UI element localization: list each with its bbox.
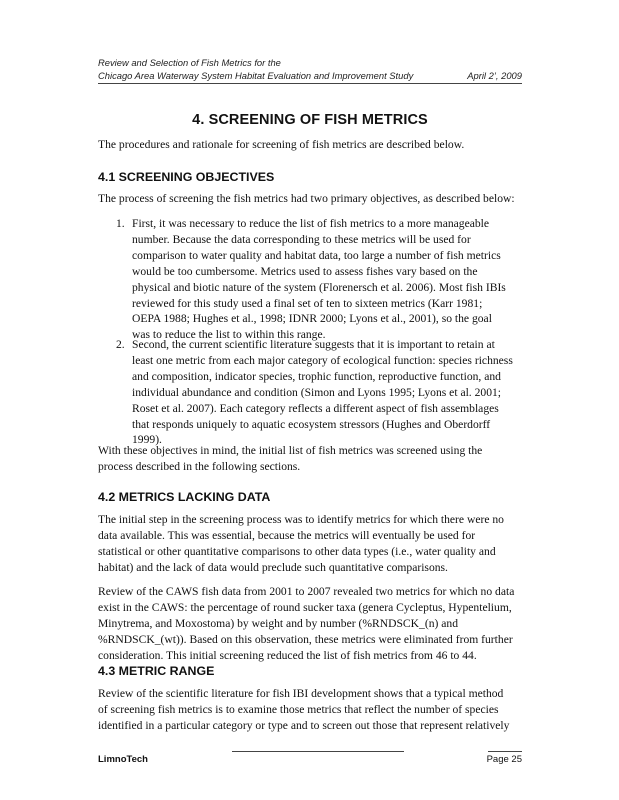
intro-paragraph [98, 137, 528, 153]
objective-text [132, 216, 506, 343]
page-title: 4. SCREENING OF FISH METRICS [192, 112, 428, 128]
header-divider [98, 83, 522, 84]
text-line: would be too cumbersome. Metrics used to assess fishes vary based on the [132, 264, 478, 278]
text-line: physical and biotic nature of the system (Florenersch et al. 2006). Most fish IBIs [132, 280, 506, 294]
header-date: April 2’, 2009 [467, 69, 522, 81]
text-line: individual abundance and condition (Simon and Lyons 1995; Lyons et al. 2001; [132, 385, 502, 399]
section-4-3-paragraph-1 [98, 686, 528, 734]
text-line: Roset et al. 2007). Each category reflects a different aspect of fish assemblages [132, 401, 499, 415]
lead-line: The process of screening the fish metrics had two primary objectives, as described below: [98, 192, 515, 205]
text-line: process described in the following sections. [98, 459, 301, 473]
section-4-2-paragraph-2 [98, 584, 528, 664]
text-line: First, it was necessary to reduce the list of fish metrics to a more manageable [132, 217, 490, 230]
text-line: number. Because the data corresponding to these metrics will be used for [132, 232, 471, 246]
text-line: identified in a particular category or type and to screen out those that represent relatively [98, 718, 510, 732]
text-line: least one metric from each major category of ecological function: species richness [132, 353, 513, 367]
text-line: comparison to water quality and habitat data, too large a number of fish metrics [132, 248, 501, 262]
text-line: Review of the scientific literature for fish IBI development shows that a typical method [98, 687, 504, 700]
section-4-3-heading: 4.3 METRIC RANGE [98, 664, 215, 678]
text-line: habitat) and the lack of data would preclude such quantitative comparisons. [98, 560, 448, 574]
section-4-1-heading: 4.1 SCREENING OBJECTIVES [98, 170, 275, 184]
text-line: that responds uniquely to aquatic ecosystem stressors (Hughes and Oberdorff [132, 417, 491, 431]
section-4-2-paragraph-1 [98, 512, 528, 576]
text-line: Review of the CAWS fish data from 2001 to 2007 revealed two metrics for which no data [98, 585, 515, 598]
objective-number: 1. [116, 217, 125, 230]
section-4-2-heading: 4.2 METRICS LACKING DATA [98, 490, 271, 504]
text-line: With these objectives in mind, the initial list of fish metrics was screened using the [98, 444, 483, 457]
text-line: data available. This was essential, because the metrics will eventually be used for [98, 528, 476, 542]
running-header [98, 57, 522, 82]
text-line: exist in the CAWS: the percentage of round sucker taxa (genera Cycleptus, Hypentelium, [98, 600, 512, 614]
footer-divider-center [232, 751, 404, 752]
text-line: and composition, indicator species, trophic function, reproductive function, and [132, 369, 501, 383]
text-line: The initial step in the screening process was to identify metrics for which there were no [98, 513, 504, 526]
section-4-1-closing [98, 443, 528, 475]
text-line: reviewed for this study used a final set of ten to sixteen metrics (Karr 1981; [132, 296, 483, 310]
footer-page-number: Page 25 [486, 754, 522, 765]
section-4-1-lead [98, 191, 528, 207]
text-line: consideration. This initial screening reduced the list of fish metrics from 46 to 44. [98, 648, 477, 662]
text-line: of screening fish metrics is to examine those metrics that reflect the number of species [98, 702, 499, 716]
text-line: was to reduce the list to within this range. [132, 328, 326, 342]
intro-line: The procedures and rationale for screening of fish metrics are described below. [98, 138, 465, 151]
objective-number: 2. [116, 338, 125, 351]
text-line: OEPA 1988; Hughes et al., 1998; IDNR 2000; Lyons et al., 2001), so the goal [132, 312, 492, 326]
text-line: Second, the current scientific literature suggests that it is important to retain at [132, 338, 495, 351]
footer-divider-right [488, 751, 522, 752]
text-line: %RNDSCK_(wt)). Based on this observation, these metrics were eliminated from further [98, 632, 513, 646]
footer-company: LimnoTech [98, 754, 148, 765]
text-line: Minytrema, and Moxostoma) by weight and by number (%RNDSCK_(n) and [98, 616, 458, 630]
text-line: statistical or other quantitative comparisons to other data types (i.e., water quality and [98, 544, 496, 558]
objective-text [132, 337, 513, 448]
header-report-title-line1: Review and Selection of Fish Metrics for the [98, 57, 281, 68]
header-report-title-line2: Chicago Area Waterway System Habitat Evaluation and Improvement Study [98, 69, 414, 81]
text-line: 1999). [132, 433, 162, 447]
